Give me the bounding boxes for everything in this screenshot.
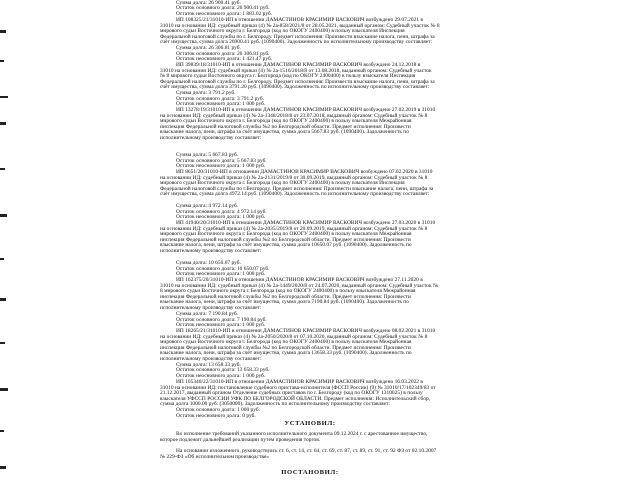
text-line: Федеральной налоговой службы по г.Белгороду. Предмет исполнения: Произвести взыскание налога, пени, штрафа за [160, 186, 434, 192]
text-line: Федеральной налоговой службы по г. Белгороду. Предмет исполнения: Произвести взыскание налога, пени, штрафа за [160, 34, 435, 40]
text-line: счёт имущества, сумма долга 3791.20 руб. (1090400). Задолженность по исполнительному производству составляет: [160, 84, 430, 90]
text-line: сумма долга 1000.00 руб. (3050000). Задолженность по исполнительному производству составляет: [160, 401, 390, 407]
text-line: Сумма долга: 10 650.07 руб. [176, 260, 241, 266]
text-line: 31010 на основании ИД: судебный приказ (4) № 2а-1516/2018/8 от 13.08.2018, выданный органом: Судебный участок [160, 68, 432, 74]
text-line: Сумма долга: 26 900.41 руб. [176, 0, 241, 6]
text-line: ИП 13278/19/31010-ИП в отношении ДАМАСТИНОВ КРАСИМИР ВАСКОВИЧ возбуждено 27.02.2019 в 31010 [176, 107, 436, 113]
text-line: ИП 39839/18/31010-ИП в отношении ДАМАСТИНОВ КРАСИМИР ВАСКОВИЧ возбуждено 24.12.2018 в [176, 62, 421, 68]
text-line: Сумма долга: 3 791.2 руб. [176, 90, 236, 96]
text-line: на основании ИД: судебный приказ (4) № 2а-1348/2018/8 от 23.07.2018, выданный органом: Судебный участок № 8 [160, 113, 428, 119]
text-line: Остаток основного долга: 4 972.14 руб. [176, 209, 267, 215]
text-line: Остаток неосновного долга: 1 421.47 руб. [176, 56, 273, 62]
text-line: Сумма долга: 26 306.81 руб. [176, 45, 241, 51]
text-line: мирового судьи Восточного округа г. Белгорода (код по ОКОГУ 2400400) в пользу взыскателя Межрайонная [160, 339, 412, 345]
text-line: Сумма долга: 5 667.83 руб. [176, 152, 239, 158]
text-line: инспекция Федеральной налоговой службы №2 по Белгородской области. Предмет исполнения: Произвести [160, 294, 411, 300]
text-line: Остаток неосновного долга: 1 883.02 руб. [176, 11, 273, 17]
text-line: Остаток неосновного долга: 0 руб. [176, 413, 256, 419]
text-line: взыскание налога, пени, штрафа за счёт имущества, сумма долга 5667.83 руб. (1090400). Задолженность по [160, 129, 409, 135]
text-line: счёт имущества, сумма долга 4972.14 руб. (1090400). Задолженность по исполнительному производству составляет: [160, 191, 430, 197]
text-line: Сумма долга: 4 972.14 руб. [176, 203, 239, 209]
section-heading: УСТАНОВИЛ: [284, 420, 336, 427]
text-line: Остаток неосновного долга: 1 000 руб. [176, 322, 266, 328]
text-line: 8 мирового судьи Восточного округа г. Белгорода (код по ОКОГУ 2400400) в пользу взыскателя Межрайонная [160, 288, 416, 294]
text-line: 21.12.2017, выданный органом Отделение судебных приставов по г. Белгороду (код по ОКОГУ 1310025) в пользу [160, 390, 423, 396]
section-heading: ПОСТАНОВИЛ: [281, 469, 339, 476]
text-line: Федеральной налоговой службы по г. Белгороду. Предмет исполнения: Произвести взыскание налога, пени, штрафа за [160, 79, 435, 85]
text-line: счёт имущества, сумма долга 26900.41 руб. (1090400). Задолженность по исполнительному производству составляет: [160, 39, 433, 45]
text-line: на основании ИД: судебный приказ (4) № 2а-2035/2019/8 от 20.09.2019, выданный органом: Судебный участок № 8 [160, 226, 428, 232]
text-line: на основании ИД: судебный приказ (4) № 2а-2050/2020/8 от 07.10.2020, выданный органом: Судебный участок № 8 [160, 334, 428, 340]
text-line: инспекция Федеральной налоговой службы №2 по Белгородской области. Предмет исполнения: Произвести [160, 345, 411, 351]
text-line: которое подлежит дальнейшей реализации путем проведения торгов. [160, 437, 321, 443]
text-line: Остаток неосновного долга: 1 000 руб. [176, 163, 266, 169]
text-line: 31010 на основании ИД: постановление судебного пристава-исполнителя (ФССП России) (9) № 31010/17/102349/83 от [160, 385, 436, 391]
text-line: ИП 41940/20/31010-ИП в отношении ДАМАСТИНОВ КРАСИМИР ВАСКОВИЧ возбуждено 27.03.2020 в 31010 [176, 220, 436, 226]
text-line: инспекция Федеральной налоговой службы №2 по Белгородской области. Предмет исполнения: Произвести [160, 124, 411, 130]
text-line: № 229-ФЗ «Об исполнительном производстве» [160, 454, 269, 460]
text-line: 31010 на основании ИД: судебный приказ (4) № 2а-858/2021/8 от 28.05.2021, выданный органом: Судебный участок № 8 [160, 23, 440, 29]
text-line: на основании ИД: судебный приказ (4) № 2а-2131/2019/8 от 30.09.2019, выданный органом: Судебный участок № 8 [160, 175, 428, 181]
text-line: Остаток основного долга: 13 658.33 руб. [176, 367, 270, 373]
text-line: взыскание налога, пени, штрафа за счёт имущества, сумма долга 7190.84 руб. (1090400). Задолженность по [160, 299, 409, 305]
text-line: Сумма долга: 13 658.33 руб. [176, 362, 241, 368]
text-line: 31010 на основании ИД: судебный приказ (4) № 2а-1449/2020/8 от 24.07.2020, выданный органом: Судебный участок № [160, 283, 439, 289]
text-line: исполнительному производству составляет: [160, 356, 262, 362]
text-line: мирового судьи Восточного округа г. Белгорода (код по ОКОГУ 2400400) в пользу взыскателя Инспекция [160, 28, 405, 34]
text-line: инспекция Федеральной налоговой службы №2 по Белгородской области. Предмет исполнения: Произвести [160, 237, 411, 243]
text-line: исполнительному производству составляет: [160, 305, 262, 311]
text-line: взыскание налога, пени, штрафа за счёт имущества, сумма долга 13658.33 руб. (1090400). Задолженность по [160, 350, 412, 356]
text-line: Остаток основного долга: 3 791.2 руб. [176, 96, 265, 102]
text-line: Остаток основного долга: 1 000 руб. [176, 407, 260, 413]
text-line: Остаток основного долга: 26 900.41 руб. [176, 5, 270, 11]
text-line: На основании изложенного, руководствуясь ст. 6, ст. 14, ст. 64, ст. 69, ст. 87, ст. 89, ст. 91, ст. 92 ФЗ от 02.10.2007 [176, 448, 437, 454]
text-line: № 8 мирового судьи Восточного округа г. Белгорода (код по ОКОГУ 2400400) в пользу взыскателя Инспекция [160, 73, 416, 79]
text-line: мирового судьи Восточного округа г. Белгорода (код по ОКОГУ 2400400) в пользу взыскателя Межрайонная [160, 231, 412, 237]
text-line: Остаток неосновного долга: 1 000 руб. [176, 373, 266, 379]
text-line: мирового судьи Восточного округа г. Белгорода (код по ОКОГУ 2400400) в пользу взыскателя Межрайонная [160, 118, 412, 124]
text-line: ИП 105340/22/31010-ИП в отношении ДАМАСТИНОВ КРАСИМИР ВАСКОВИЧ возбуждено 16.03.2022 в [176, 379, 423, 385]
text-line: исполнительному производству составляет: [160, 248, 262, 254]
text-line: мирового судьи Восточного округа г. Белгорода (код по ОКОГУ 2400400) в пользу взыскателя Инспекция [160, 180, 405, 186]
text-line: Остаток неосновного долга: 1 000 руб. [176, 214, 266, 220]
text-line: Остаток основного долга: 10 650.07 руб. [176, 266, 270, 272]
text-line: ИП 18265/21/31010-ИП в отношении ДАМАСТИНОВ КРАСИМИР ВАСКОВИЧ возбуждено 08.02.2021 в 31010 [176, 328, 436, 334]
text-line: Во исполнение требований указанного исполнительного документа 09.12.2024 г. с арестованное имущество, [176, 431, 428, 437]
text-line: Остаток неосновного долга: 1 000 руб. [176, 101, 266, 107]
text-line: ИП 8651/20/31010-ИП в отношении ДАМАСТИНОВ КРАСИМИР ВАСКОВИЧ возбуждено 07.02.2020 в 31010 [176, 169, 433, 175]
text-line: Остаток основного долга: 5 667.83 руб. [176, 158, 267, 164]
text-line: исполнительному производству составляет: [160, 135, 262, 141]
text-line: взыскание налога, пени, штрафа за счёт имущества, сумма долга 10650.07 руб. (1090400). Задолженность по [160, 242, 412, 248]
text-line: Остаток основного долга: 7 190.84 руб. [176, 317, 267, 323]
text-line: Сумма долга: 7 190.84 руб. [176, 311, 239, 317]
text-line: Остаток основного долга: 26 306.81 руб. [176, 51, 270, 57]
text-line: взыскателя УФССП РОССИИ УФК ПО БЕЛГОРОДСКОЙ ОБЛАСТИ. Предмет исполнения: Исполнительский сбор, [160, 396, 431, 402]
text-line: ИП 108325/21/31010-ИП в отношении ДАМАСТИНОВ КРАСИМИР ВАСКОВИЧ возбуждено 29.07.2021 в [176, 17, 423, 23]
text-line: Остаток неосновного долга: 1 000 руб. [176, 271, 266, 277]
text-line: ИП 162375/20/31010-ИП в отношении ДАМАСТИНОВ КРАСИМИР ВАСКОВИЧ возбуждено 27.11.2020 в [176, 277, 423, 283]
